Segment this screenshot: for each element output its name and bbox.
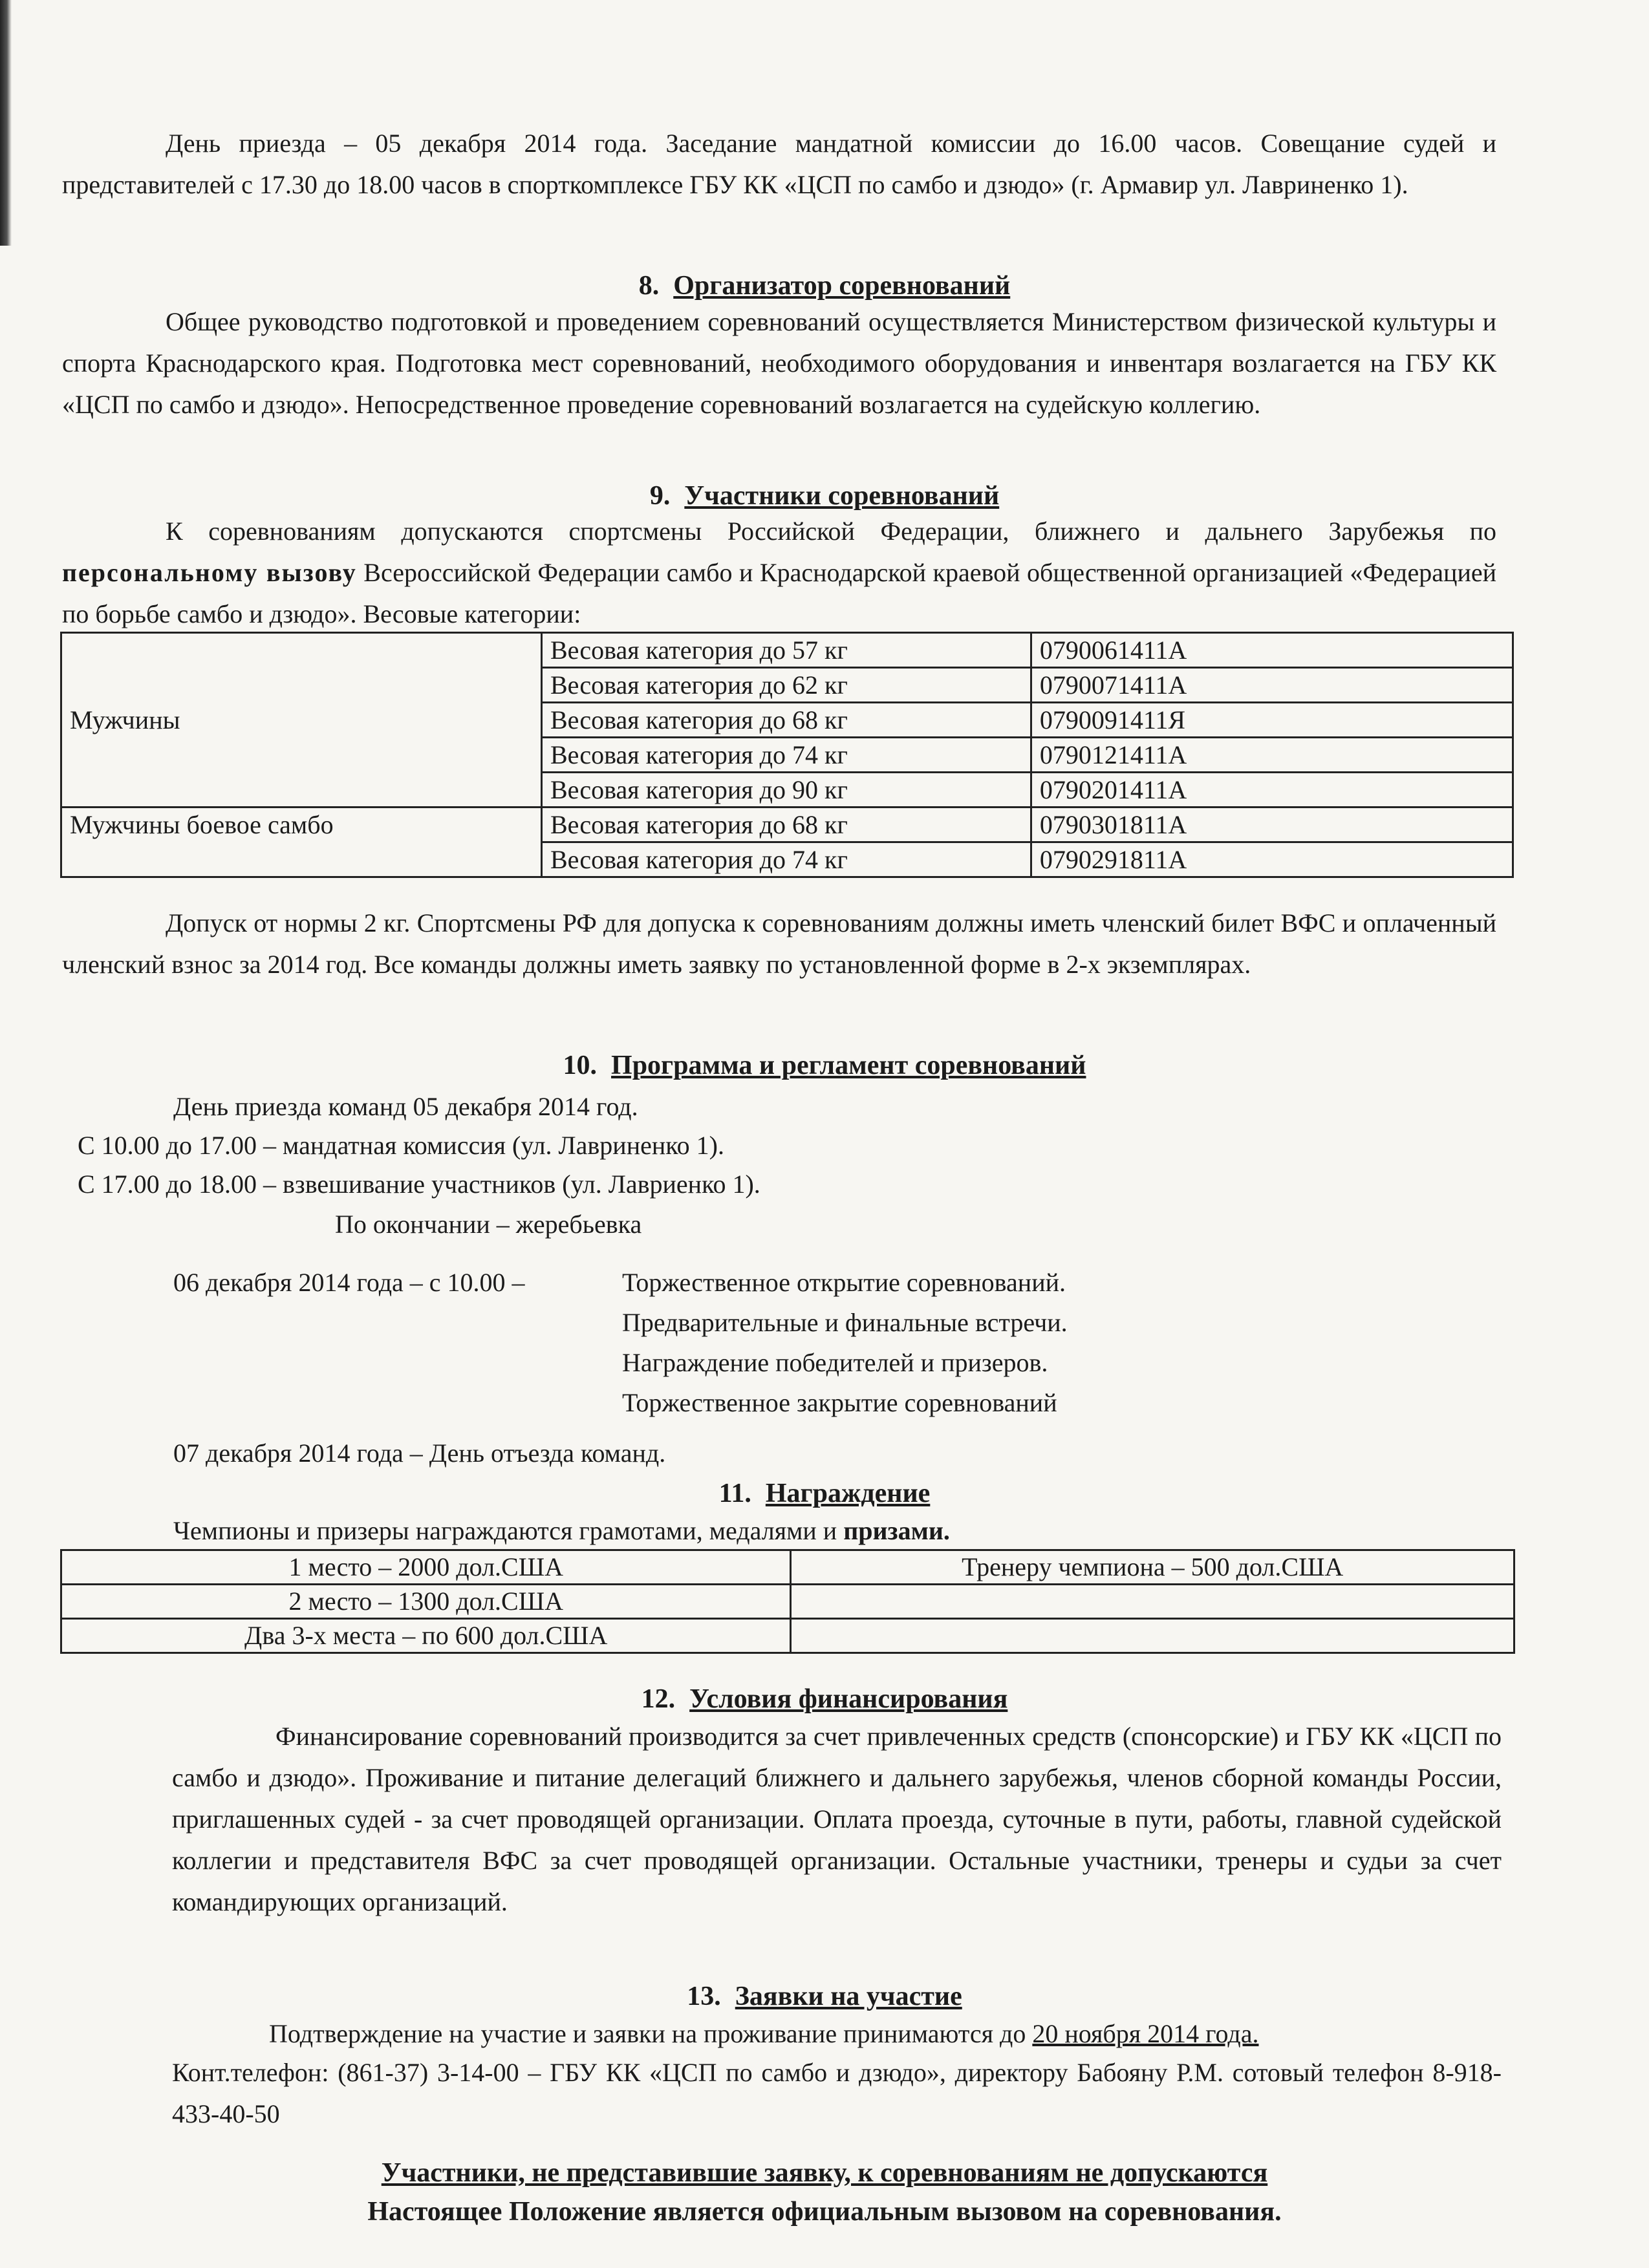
awards-intro-bold: призами.	[843, 1516, 950, 1545]
section-13-title: Заявки на участие	[735, 1982, 962, 2011]
applications-text: Подтверждение на участие и заявки на проживание принимаются до	[269, 2019, 1026, 2048]
weight-category-cell: Весовая категория до 74 кг	[541, 842, 1031, 877]
section-10-title: Программа и регламент соревнований	[611, 1051, 1086, 1080]
category-code-cell: 0790091411Я	[1031, 703, 1513, 738]
awards-intro-text: Чемпионы и призеры награждаются грамотами, медалями и	[173, 1516, 837, 1545]
section-8-text: Общее руководство подготовкой и проведением соревнований осуществляется Министерством физической культуры и спорта Краснодарского края. Подготовка мест соревнований, необходимого оборудования и инвентаря возлагается на ГБУ КК «ЦСП по самбо и дзюдо». Непосредственное проведение соревнований возлагается на судейскую коллегию.	[62, 307, 1496, 419]
applications-line	[269, 2013, 1259, 2055]
section-12-number: 12.	[641, 1684, 676, 1714]
weight-category-cell: Весовая категория до 57 кг	[541, 633, 1031, 668]
group-men: Мужчины	[61, 633, 542, 808]
footer-official-call: Настоящее Положение является официальным вызовом на соревнования.	[367, 2197, 1282, 2227]
section-10-heading	[0, 1045, 1649, 1086]
admission-paragraph	[62, 903, 1496, 985]
section-12-text: Финансирование соревнований производится за счет привлеченных средств (спонсорские) и ГБУ КК «ЦСП по самбо и дзюдо». Проживание и питание делегаций ближнего и дальнего зарубежья, членов сборной команды России, приглашенных судей - за счет проводящей организации. Оплата проезда, суточные в пути, работы, главной судейской коллегии и представителя ВФС за счет проводящей организации. Остальные участники, тренеры и судьи за счет командирующих организаций.	[172, 1722, 1502, 1916]
category-code-cell: 0790201411А	[1031, 773, 1513, 808]
awards-intro	[173, 1510, 950, 1552]
program-day3: 07 декабря 2014 года – День отъезда команд.	[173, 1439, 666, 1468]
section-8-paragraph	[62, 301, 1496, 425]
section-11-title: Награждение	[765, 1479, 931, 1508]
table-row	[61, 633, 1513, 668]
intro-paragraph	[62, 123, 1496, 206]
section-9-paragraph	[62, 511, 1496, 635]
contact-paragraph	[172, 2052, 1502, 2135]
award-coach-cell	[791, 1619, 1514, 1653]
group-combat-sambo: Мужчины боевое самбо	[61, 808, 542, 877]
program-line-draw: По окончании – жеребьевка	[335, 1210, 642, 1239]
category-code-cell: 0790061411А	[1031, 633, 1513, 668]
program-day2-label: 06 декабря 2014 года – с 10.00 –	[173, 1268, 525, 1297]
table-row	[61, 1550, 1514, 1585]
program-line-arrival: День приезда команд 05 декабря 2014 год.	[173, 1092, 638, 1121]
table-row	[61, 1619, 1514, 1653]
section-8-number: 8.	[638, 271, 660, 301]
contact-text: Конт.телефон: (861-37) 3-14-00 – ГБУ КК «ЦСП по самбо и дзюдо», директору Бабояну Р.М. сотовый телефон 8-918-433-40-50	[172, 2058, 1502, 2128]
program-line-mandate: С 10.00 до 17.00 – мандатная комиссия (ул. Лавриненко 1).	[78, 1131, 724, 1160]
award-place-cell: 2 место – 1300 дол.США	[61, 1585, 791, 1619]
section-8-heading	[0, 265, 1649, 306]
weight-category-cell: Весовая категория до 90 кг	[541, 773, 1031, 808]
program-line-weighing: С 17.00 до 18.00 – взвешивание участников (ул. Лавриенко 1).	[78, 1170, 760, 1199]
weight-category-cell: Весовая категория до 68 кг	[541, 808, 1031, 842]
weight-category-cell: Весовая категория до 62 кг	[541, 668, 1031, 703]
category-code-cell: 0790071411А	[1031, 668, 1513, 703]
award-place-cell: Два 3-х места – по 600 дол.США	[61, 1619, 791, 1653]
section-9-text-bold: персональному вызову	[62, 558, 357, 587]
table-row	[61, 808, 1513, 842]
category-code-cell: 0790291811А	[1031, 842, 1513, 877]
program-day2-item: Торжественное закрытие соревнований	[622, 1388, 1057, 1417]
awards-table	[60, 1549, 1515, 1654]
section-12-heading	[0, 1678, 1649, 1720]
table-row	[61, 1585, 1514, 1619]
section-13-heading	[0, 1976, 1649, 2017]
section-9-text	[62, 511, 1496, 635]
section-9-number: 9.	[649, 481, 671, 511]
section-8-title: Организатор соревнований	[673, 271, 1011, 301]
weight-category-cell: Весовая категория до 74 кг	[541, 738, 1031, 773]
section-12-paragraph	[172, 1716, 1502, 1923]
section-13-number: 13.	[687, 1982, 721, 2011]
scan-edge-shadow	[0, 0, 12, 246]
intro-text: День приезда – 05 декабря 2014 года. Заседание мандатной комиссии до 16.00 часов. Совещание судей и представителей с 17.30 до 18.00 часов в спорткомплексе ГБУ КК «ЦСП по самбо и дзюдо» (г. Армавир ул. Лавриненко 1).	[62, 129, 1496, 199]
program-day2-item: Торжественное открытие соревнований.	[622, 1268, 1066, 1297]
award-coach-cell	[791, 1585, 1514, 1619]
section-11-heading	[0, 1473, 1649, 1514]
section-9-title: Участники соревнований	[684, 481, 1000, 511]
section-9-text-after: Всероссийской Федерации самбо и Краснодарской краевой общественной организацией «Федерацией по борьбе самбо и дзюдо». Весовые категории:	[62, 558, 1497, 628]
category-code-cell: 0790121411А	[1031, 738, 1513, 773]
program-day2-item: Предварительные и финальные встречи.	[622, 1308, 1068, 1337]
footer-warning: Участники, не представившие заявку, к соревнованиям не допускаются	[381, 2158, 1268, 2188]
award-coach-cell: Тренеру чемпиона – 500 дол.США	[791, 1550, 1514, 1585]
section-12-title: Условия финансирования	[689, 1684, 1008, 1714]
award-place-cell: 1 место – 2000 дол.США	[61, 1550, 791, 1585]
applications-deadline: 20 ноября 2014 года.	[1032, 2019, 1259, 2048]
weight-category-cell: Весовая категория до 68 кг	[541, 703, 1031, 738]
weight-category-table	[60, 632, 1514, 878]
section-11-number: 11.	[718, 1479, 751, 1508]
section-9-text-before: К соревнованиям допускаются спортсмены Российской Федерации, ближнего и дальнего Зарубежья по	[166, 517, 1496, 546]
section-10-number: 10.	[563, 1051, 598, 1080]
program-day2-item: Награждение победителей и призеров.	[622, 1348, 1048, 1377]
category-code-cell: 0790301811А	[1031, 808, 1513, 842]
admission-text: Допуск от нормы 2 кг. Спортсмены РФ для допуска к соревнованиям должны иметь членский билет ВФС и оплаченный членский взнос за 2014 год. Все команды должны иметь заявку по установленной форме в 2-х экземплярах.	[62, 908, 1496, 979]
